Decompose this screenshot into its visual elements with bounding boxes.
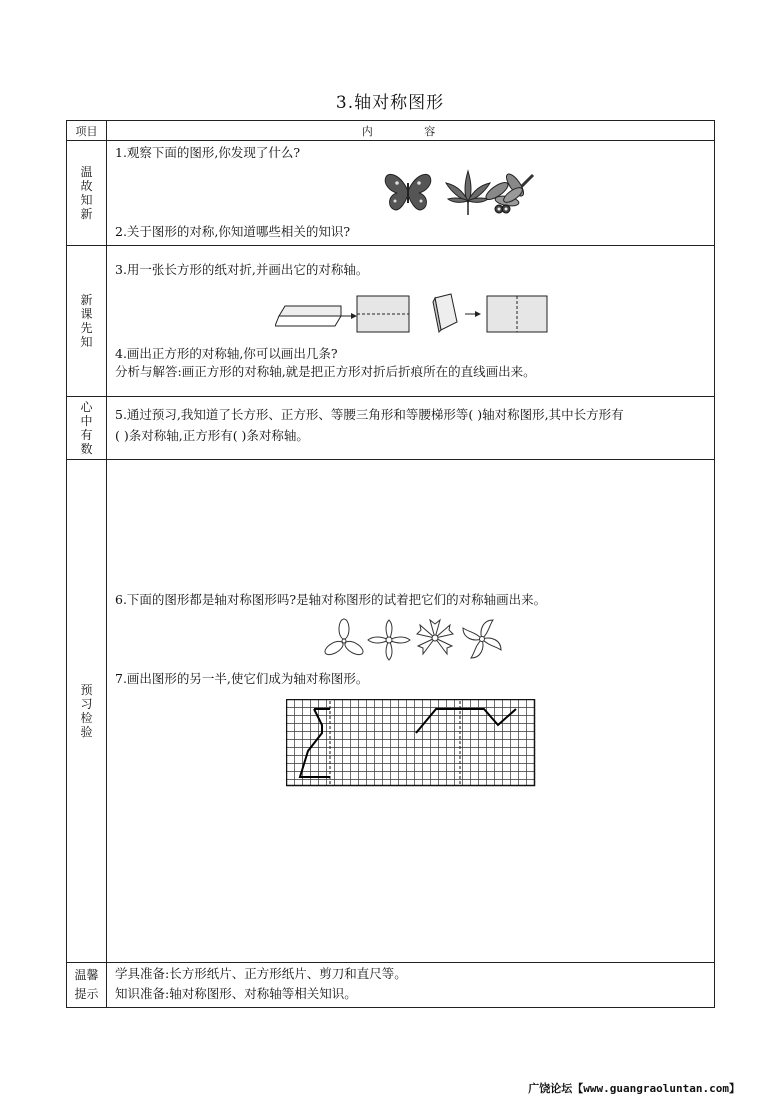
check-row [67, 460, 715, 963]
new-lesson-row [67, 246, 715, 397]
summary-content [107, 397, 715, 460]
label-word: 提示 [74, 987, 99, 1001]
tools-preparation: 学具准备:长方形纸片、正方形纸片、剪刀和直尺等。 [115, 966, 407, 981]
question-4: 4.画出正方形的对称轴,你可以画出几条? [115, 346, 338, 361]
label-char: 预 [80, 683, 93, 697]
five-petal-flower-icon [411, 616, 459, 662]
butterfly-icon [383, 171, 433, 213]
label-char: 温 [80, 165, 93, 179]
summary-row [67, 397, 715, 460]
check-content [107, 460, 715, 963]
review-label [67, 141, 107, 246]
page-title: 3.轴对称图形 [335, 93, 445, 113]
summary-label [67, 397, 107, 460]
new-lesson-content [107, 246, 715, 397]
label-char: 故 [80, 179, 93, 193]
tips-content [107, 963, 715, 1008]
analysis-text: 分析与解答:画正方形的对称轴,就是把正方形对折后折痕所在的直线画出来。 [115, 364, 536, 379]
label-char: 习 [80, 697, 93, 711]
label-word: 温馨 [74, 968, 99, 982]
header-content-label [107, 121, 715, 141]
question-5-line-2: ( )条对称轴,正方形有( )条对称轴。 [115, 428, 309, 443]
header-item-label: 项目 [67, 121, 107, 141]
label-char: 有 [80, 428, 93, 442]
paper-folding-diagram [275, 292, 555, 336]
three-petal-flower-icon [319, 618, 369, 662]
new-lesson-label [67, 246, 107, 397]
tips-label [67, 963, 107, 1008]
question-5-line-1: 5.通过预习,我知道了长方形、正方形、等腰三角形和等腰梯形等( )轴对称图形,其中长方形有 [115, 407, 624, 422]
question-7: 7.画出图形的另一半,使它们成为轴对称图形。 [115, 671, 369, 686]
dragonfly-icon [483, 171, 539, 215]
pinwheel-flower-icon [459, 616, 505, 662]
label-char: 验 [80, 725, 93, 739]
tips-row [67, 963, 715, 1008]
footer-brand: 广饶论坛【www.guangraoluntan.com】 [528, 1082, 740, 1095]
symmetry-drawing-grid [286, 699, 536, 787]
question-1: 1.观察下面的图形,你发现了什么? [115, 145, 301, 160]
question-2: 2.关于图形的对称,你知道哪些相关的知识? [115, 224, 351, 239]
label-char: 先 [80, 321, 93, 335]
four-petal-flower-icon [365, 618, 413, 662]
label-char: 中 [80, 414, 93, 428]
label-char: 数 [80, 442, 93, 456]
check-label [67, 460, 107, 963]
label-char: 检 [80, 711, 93, 725]
knowledge-preparation: 知识准备:轴对称图形、对称轴等相关知识。 [115, 986, 357, 1001]
header-content-text: 内 容 [361, 124, 460, 138]
review-content [107, 141, 715, 246]
label-char: 课 [80, 307, 93, 321]
question-3: 3.用一张长方形的纸对折,并画出它的对称轴。 [115, 262, 369, 277]
label-char: 知 [80, 193, 93, 207]
label-char: 新 [80, 207, 93, 221]
label-char: 知 [80, 335, 93, 349]
header-row [67, 121, 715, 141]
worksheet-table [66, 120, 715, 1008]
label-char: 新 [80, 293, 93, 307]
question-6: 6.下面的图形都是轴对称图形吗?是轴对称图形的试着把它们的对称轴画出来。 [115, 592, 547, 607]
review-row [67, 141, 715, 246]
label-char: 心 [80, 400, 93, 414]
